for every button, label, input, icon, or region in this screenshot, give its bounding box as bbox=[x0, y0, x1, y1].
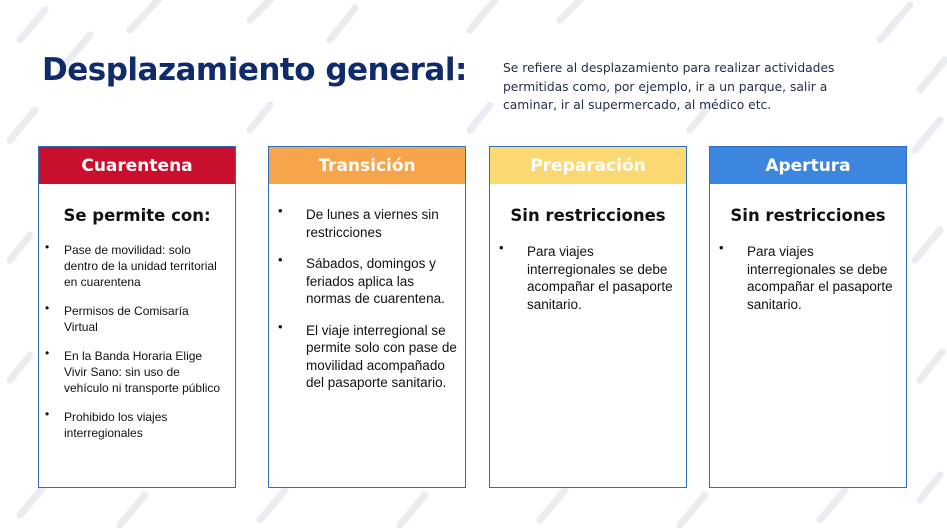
list-item: • Sábados, domingos y feriados aplica las normas de cuarentena. bbox=[269, 255, 465, 308]
list-item: • Pase de movilidad: solo dentro de la unidad territorial en cuarentena bbox=[39, 242, 235, 290]
list-item: • Para viajes interregionales se debe acompañar el pasaporte sanitario. bbox=[710, 243, 906, 313]
card-preparacion-list bbox=[490, 243, 686, 313]
card-apertura bbox=[709, 146, 907, 488]
list-item: • De lunes a viernes sin restricciones bbox=[269, 206, 465, 241]
page-subtitle: Se refiere al desplazamiento para realizar actividades permitidas como, por ejemplo, ir a un parque, salir a caminar, ir al supermercado, al médico etc. bbox=[503, 61, 835, 112]
card-cuarentena-header: Cuarentena bbox=[39, 147, 235, 184]
list-item: • Prohibido los viajes interregionales bbox=[39, 409, 235, 441]
list-item: • Para viajes interregionales se debe acompañar el pasaporte sanitario. bbox=[490, 243, 686, 313]
list-item: • El viaje interregional se permite solo con pase de movilidad acompañado del pasaporte sanitario. bbox=[269, 322, 465, 392]
card-preparacion bbox=[489, 146, 687, 488]
card-apertura-list bbox=[710, 243, 906, 313]
card-preparacion-header: Preparación bbox=[490, 147, 686, 184]
list-item: • En la Banda Horaria Elige Vivir Sano: sin uso de vehículo ni transporte público bbox=[39, 348, 235, 396]
card-apertura-heading: Sin restricciones bbox=[730, 206, 886, 225]
list-item: • Permisos de Comisaría Virtual bbox=[39, 303, 235, 335]
card-apertura-header: Apertura bbox=[710, 147, 906, 184]
card-cuarentena-list bbox=[39, 242, 235, 441]
card-cuarentena-heading: Se permite con: bbox=[63, 206, 211, 225]
card-transicion-list bbox=[269, 206, 465, 392]
card-preparacion-heading: Sin restricciones bbox=[510, 206, 666, 225]
card-transicion bbox=[268, 146, 466, 488]
page-title: Desplazamiento general: bbox=[42, 52, 467, 88]
card-cuarentena bbox=[38, 146, 236, 488]
card-transicion-header: Transición bbox=[269, 147, 465, 184]
